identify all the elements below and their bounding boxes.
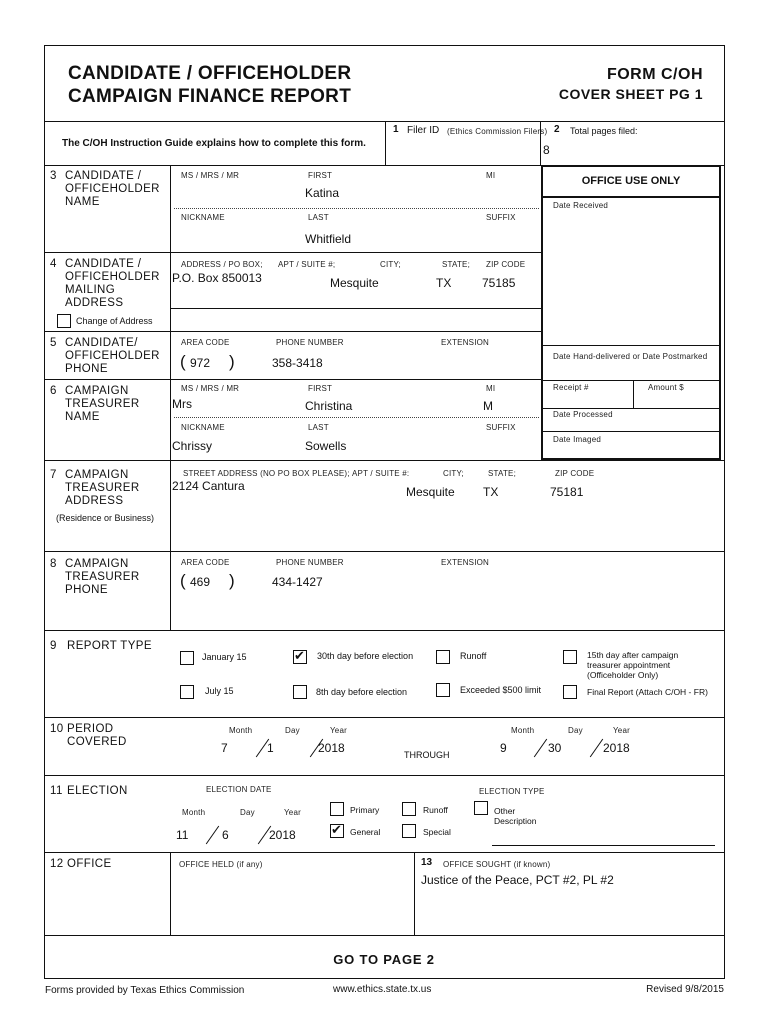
s10-to-year-label: Year xyxy=(613,726,630,735)
primary-label: Primary xyxy=(350,805,380,815)
divider xyxy=(44,379,541,380)
other-description-line xyxy=(492,845,715,846)
s7-apt-label: APT / SUITE #: xyxy=(352,469,410,478)
exceeded-limit-checkbox[interactable] xyxy=(436,683,450,697)
s8-area-label: AREA CODE xyxy=(181,558,230,567)
s4-city-label: CITY; xyxy=(380,260,401,269)
s10-from-day-label: Day xyxy=(285,726,300,735)
s6-mi-label: MI xyxy=(486,384,496,393)
cover-sheet-label: COVER SHEET PG 1 xyxy=(558,86,703,102)
check-mark-icon: ✔ xyxy=(294,648,305,663)
election-date-label: ELECTION DATE xyxy=(206,785,272,794)
s3-mi-label: MI xyxy=(486,171,496,180)
section-10-number: 10 xyxy=(50,723,64,735)
30th-day-label: 30th day before election xyxy=(317,651,414,661)
through-label: THROUGH xyxy=(404,750,450,760)
s11-year-value[interactable]: 2018 xyxy=(269,828,296,842)
s10-from-month-label: Month xyxy=(229,726,253,735)
footer-url: www.ethics.state.tx.us xyxy=(333,984,432,995)
office-sought-value[interactable]: Justice of the Peace, PCT #2, PL #2 xyxy=(421,873,614,887)
s4-apt-label: APT / SUITE #; xyxy=(278,260,336,269)
general-label: General xyxy=(350,827,381,837)
s10-to-month-value[interactable]: 9 xyxy=(500,741,507,755)
8th-day-checkbox[interactable] xyxy=(293,685,307,699)
divider xyxy=(541,345,721,346)
divider xyxy=(633,380,634,408)
s6-first-label: FIRST xyxy=(308,384,333,393)
s10-from-year-label: Year xyxy=(330,726,347,735)
other-checkbox[interactable] xyxy=(474,801,488,815)
date-hand-label: Date Hand-delivered or Date Postmarked xyxy=(553,352,708,361)
s5-area-value[interactable]: 972 xyxy=(190,356,211,370)
divider xyxy=(44,252,541,253)
section-8-label: CAMPAIGN TREASURER PHONE xyxy=(65,558,140,596)
july-15-checkbox[interactable] xyxy=(180,685,194,699)
residence-note: (Residence or Business) xyxy=(56,513,155,523)
s3-nickname-label: NICKNAME xyxy=(181,213,225,222)
section-12-number: 12 xyxy=(50,858,64,870)
section-7-label: CAMPAIGN TREASURER ADDRESS xyxy=(65,469,140,507)
section-4-label: CANDIDATE / OFFICEHOLDER MAILING ADDRESS xyxy=(65,258,160,309)
runoff-report-checkbox[interactable] xyxy=(436,650,450,664)
section-12-label: OFFICE xyxy=(67,858,112,870)
section-9-number: 9 xyxy=(50,640,57,652)
form-title-line1: CANDIDATE / OFFICEHOLDER xyxy=(68,63,352,84)
s6-first-value[interactable]: Christina xyxy=(305,399,353,413)
check-mark-icon: ✔ xyxy=(331,822,342,837)
s3-ms-label: MS / MRS / MR xyxy=(181,171,240,180)
section-9-label: REPORT TYPE xyxy=(67,640,152,652)
s8-area-close: ) xyxy=(229,571,235,590)
divider xyxy=(44,775,724,776)
15th-day-label-3: (Officeholder Only) xyxy=(587,670,659,680)
divider xyxy=(541,408,721,409)
s7-city-label: CITY; xyxy=(443,469,464,478)
section-6-number: 6 xyxy=(50,385,57,397)
section-7-number: 7 xyxy=(50,469,57,481)
15th-day-label-2: treasurer appointment xyxy=(587,660,671,670)
s5-phone-label: PHONE NUMBER xyxy=(276,338,344,347)
section-3-label: CANDIDATE / OFFICEHOLDER NAME xyxy=(65,170,160,208)
filer-id-label: Filer ID xyxy=(407,125,440,136)
section-3-number: 3 xyxy=(50,170,57,182)
date-received-label: Date Received xyxy=(553,201,609,210)
divider xyxy=(541,196,721,198)
total-pages-label: Total pages filed: xyxy=(570,126,638,136)
divider xyxy=(44,852,724,853)
s10-to-day-label: Day xyxy=(568,726,583,735)
section-5-number: 5 xyxy=(50,337,57,349)
s11-month-label: Month xyxy=(182,808,206,817)
s10-from-month-value[interactable]: 7 xyxy=(221,741,228,755)
s11-year-label: Year xyxy=(284,808,301,817)
section-4-number: 4 xyxy=(50,258,57,270)
footer-provided: Forms provided by Texas Ethics Commission xyxy=(45,985,245,996)
exceeded-limit-label: Exceeded $500 limit xyxy=(460,685,542,695)
s8-area-open: ( xyxy=(180,571,186,590)
election-type-label: ELECTION TYPE xyxy=(479,787,545,796)
january-15-checkbox[interactable] xyxy=(180,651,194,665)
final-report-checkbox[interactable] xyxy=(563,685,577,699)
s4-state-value[interactable]: TX xyxy=(436,276,452,290)
s10-to-year-value[interactable]: 2018 xyxy=(603,741,630,755)
s6-nickname-value[interactable]: Chrissy xyxy=(172,439,213,453)
office-sought-label: OFFICE SOUGHT (if known) xyxy=(443,860,551,869)
section-6-label: CAMPAIGN TREASURER NAME xyxy=(65,385,140,423)
dotted-line xyxy=(174,208,539,209)
filer-id-note: (Ethics Commission Filers) xyxy=(447,127,548,136)
s3-first-value[interactable]: Katina xyxy=(305,186,340,200)
s7-zip-value[interactable]: 75181 xyxy=(550,485,584,499)
15th-day-label-1: 15th day after campaign xyxy=(587,650,679,660)
form-title-line2: CAMPAIGN FINANCE REPORT xyxy=(68,86,352,107)
other-label: Other Description xyxy=(494,806,537,826)
15th-day-checkbox[interactable] xyxy=(563,650,577,664)
s4-address-value[interactable]: P.O. Box 850013 xyxy=(172,271,262,285)
s5-area-close: ) xyxy=(229,352,235,371)
receipt-label: Receipt # xyxy=(553,383,589,392)
go-to-page-2: GO TO PAGE 2 xyxy=(333,952,435,967)
s10-from-year-value[interactable]: 2018 xyxy=(318,741,345,755)
divider xyxy=(44,717,724,718)
section-5-label: CANDIDATE/ OFFICEHOLDER PHONE xyxy=(65,337,160,375)
s10-to-day-value[interactable]: 30 xyxy=(548,741,562,755)
s10-from-day-value[interactable]: 1 xyxy=(267,741,274,755)
date-processed-label: Date Processed xyxy=(553,410,613,419)
s7-street-value[interactable]: 2124 Cantura xyxy=(172,479,245,493)
s10-to-month-label: Month xyxy=(511,726,535,735)
divider xyxy=(414,852,415,935)
s4-address-label: ADDRESS / PO BOX; xyxy=(181,260,263,269)
filer-id-number: 1 xyxy=(393,124,399,135)
footer-revised: Revised 9/8/2015 xyxy=(646,984,724,995)
s7-zip-label: ZIP CODE xyxy=(555,469,595,478)
s6-ms-label: MS / MRS / MR xyxy=(181,384,240,393)
divider xyxy=(170,308,541,309)
divider xyxy=(541,431,721,432)
runoff-report-label: Runoff xyxy=(460,651,487,661)
section-11-label: ELECTION xyxy=(67,785,128,797)
s6-last-label: LAST xyxy=(308,423,329,432)
s8-phone-label: PHONE NUMBER xyxy=(276,558,344,567)
s6-mi-value[interactable]: M xyxy=(483,399,493,413)
total-pages-value[interactable]: 8 xyxy=(543,143,550,157)
s4-city-value[interactable]: Mesquite xyxy=(330,276,379,290)
divider xyxy=(541,380,721,381)
runoff-election-checkbox[interactable] xyxy=(402,802,416,816)
divider xyxy=(170,852,171,935)
s8-area-value[interactable]: 469 xyxy=(190,575,211,589)
change-of-address-label: Change of Address xyxy=(76,316,153,326)
s4-zip-value[interactable]: 75185 xyxy=(482,276,516,290)
s6-last-value[interactable]: Sowells xyxy=(305,439,347,453)
s11-day-value[interactable]: 6 xyxy=(222,828,229,842)
8th-day-label: 8th day before election xyxy=(316,687,408,697)
s4-zip-label: ZIP CODE xyxy=(486,260,526,269)
s6-nickname-label: NICKNAME xyxy=(181,423,225,432)
special-label: Special xyxy=(423,827,451,837)
special-checkbox[interactable] xyxy=(402,824,416,838)
total-pages-number: 2 xyxy=(554,124,560,135)
s6-suffix-label: SUFFIX xyxy=(486,423,516,432)
divider xyxy=(385,121,386,165)
s3-last-label: LAST xyxy=(308,213,329,222)
amount-label: Amount $ xyxy=(648,383,684,392)
s5-ext-label: EXTENSION xyxy=(441,338,490,347)
instruction-text: The C/OH Instruction Guide explains how to complete this form. xyxy=(62,138,366,149)
divider xyxy=(170,165,171,630)
s5-area-label: AREA CODE xyxy=(181,338,230,347)
s3-first-label: FIRST xyxy=(308,171,333,180)
s7-state-value[interactable]: TX xyxy=(483,485,499,499)
date-imaged-label: Date Imaged xyxy=(553,435,602,444)
change-of-address-checkbox[interactable] xyxy=(57,314,71,328)
s5-phone-value[interactable]: 358-3418 xyxy=(272,356,323,370)
divider xyxy=(44,551,724,552)
section-10-label: PERIOD COVERED xyxy=(67,723,127,748)
s7-city-value[interactable]: Mesquite xyxy=(406,485,455,499)
s11-day-label: Day xyxy=(240,808,255,817)
s8-ext-label: EXTENSION xyxy=(441,558,490,567)
s3-suffix-label: SUFFIX xyxy=(486,213,516,222)
office-held-label: OFFICE HELD (if any) xyxy=(179,860,263,869)
final-report-label: Final Report (Attach C/OH - FR) xyxy=(587,687,708,697)
divider xyxy=(44,331,541,332)
july-15-label: July 15 xyxy=(205,686,234,696)
s7-state-label: STATE; xyxy=(488,469,517,478)
s6-ms-value[interactable]: Mrs xyxy=(172,397,192,411)
section-13-number: 13 xyxy=(421,857,433,868)
january-15-label: January 15 xyxy=(202,652,247,662)
s3-last-value[interactable]: Whitfield xyxy=(305,232,352,246)
section-8-number: 8 xyxy=(50,558,57,570)
s11-month-value[interactable]: 11 xyxy=(176,828,189,842)
divider xyxy=(44,630,724,631)
dotted-line xyxy=(174,417,539,418)
s7-street-label: STREET ADDRESS (NO PO BOX PLEASE); xyxy=(183,469,350,478)
section-11-number: 11 xyxy=(50,785,63,797)
primary-checkbox[interactable] xyxy=(330,802,344,816)
divider xyxy=(44,935,724,936)
office-use-title: OFFICE USE ONLY xyxy=(581,175,681,187)
s5-area-open: ( xyxy=(180,352,186,371)
form-name: FORM C/OH xyxy=(606,66,703,83)
runoff-election-label: Runoff xyxy=(423,805,448,815)
s8-phone-value[interactable]: 434-1427 xyxy=(272,575,323,589)
header-divider xyxy=(44,121,724,122)
s4-state-label: STATE; xyxy=(442,260,471,269)
divider xyxy=(44,460,724,461)
